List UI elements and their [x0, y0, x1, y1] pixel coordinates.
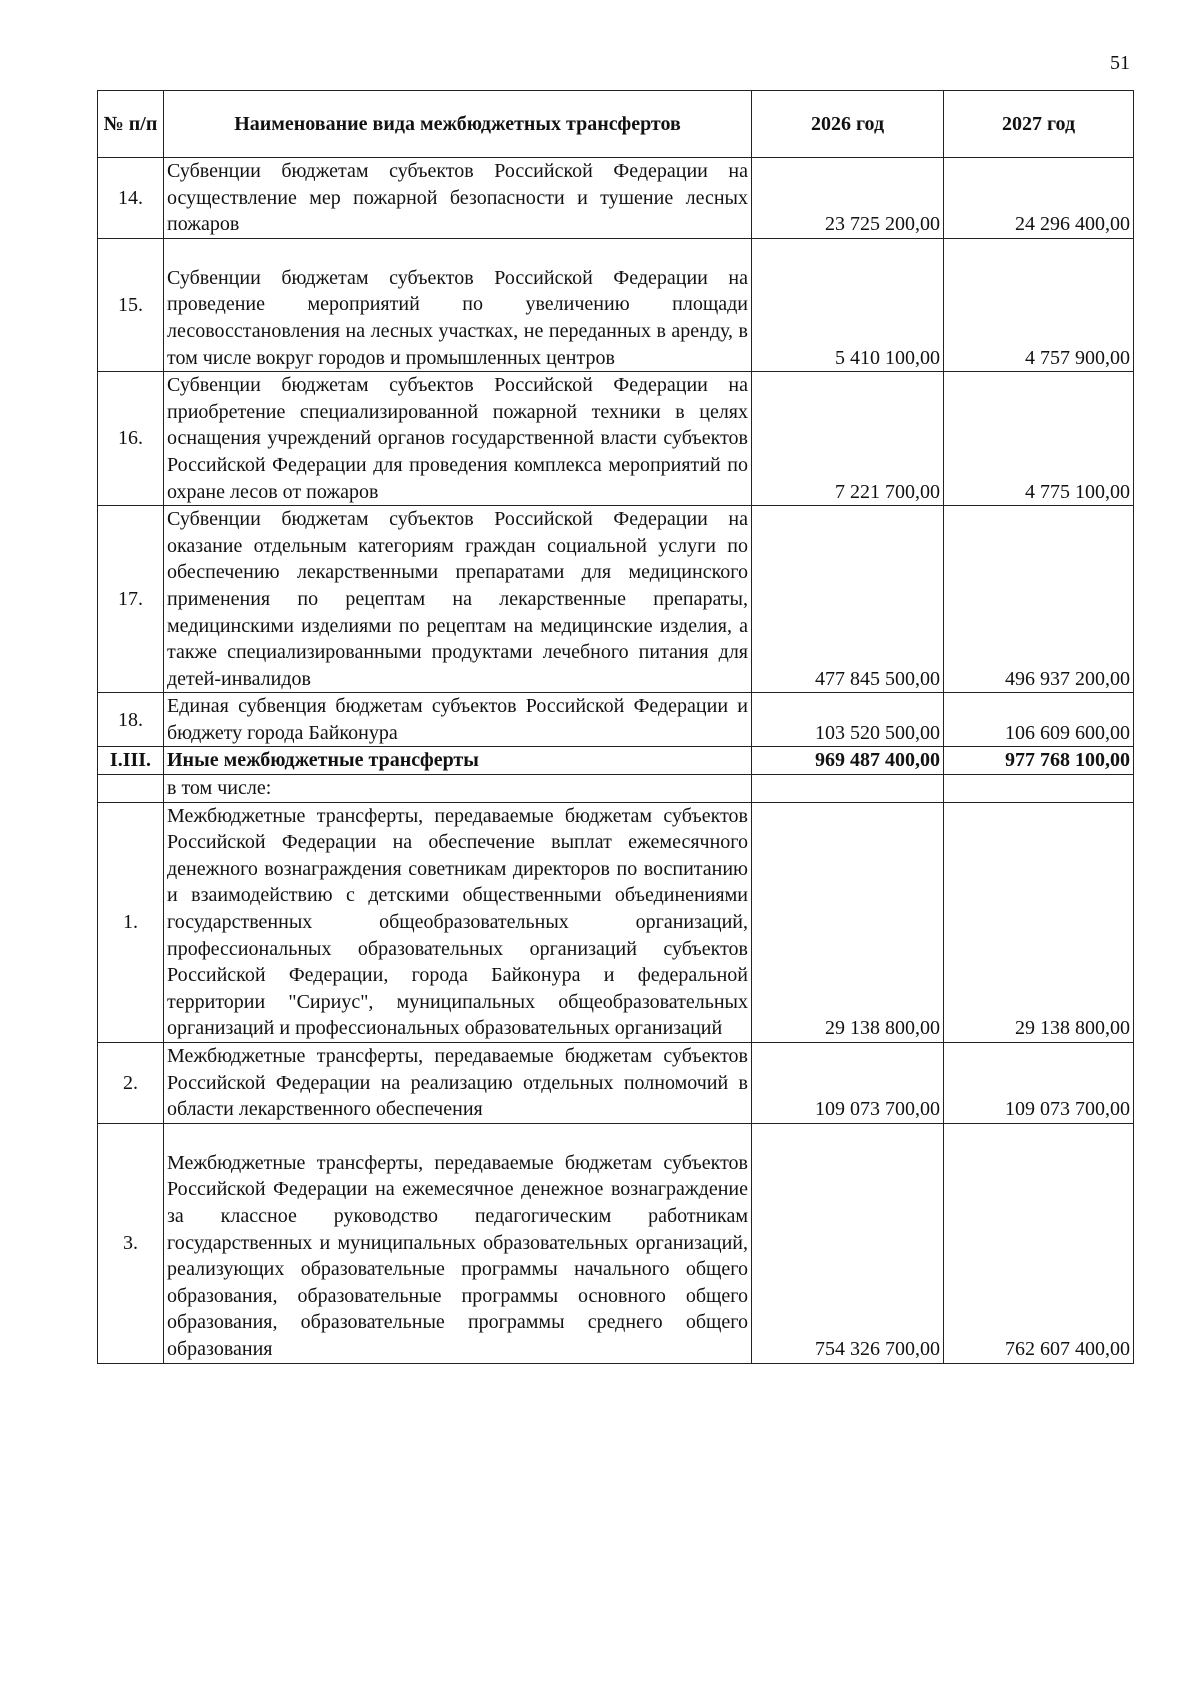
total-number: I.III. — [98, 747, 164, 775]
row-value-2026: 477 845 500,00 — [752, 506, 944, 693]
table-row — [98, 693, 1134, 747]
row-name: Межбюджетные трансферты, передаваемые бюджетам субъектов Российской Федерации на ежемесячное денежное вознаграждение за классное руководство педагогическим работникам государственных и муниципальных образовательных организаций, реализующих образовательные программы начального общего образования, образовательные программы основного общего образования, образовательные программы среднего общего образования — [164, 1123, 752, 1363]
row-value-2026: 109 073 700,00 — [752, 1043, 944, 1124]
total-name: Иные межбюджетные трансферты — [164, 747, 752, 775]
including-number-empty — [98, 775, 164, 803]
total-value-2026: 969 487 400,00 — [752, 747, 944, 775]
table-row — [98, 1043, 1134, 1124]
row-value-2027: 4 775 100,00 — [944, 372, 1134, 506]
row-name: Межбюджетные трансферты, передаваемые бюджетам субъектов Российской Федерации на обеспечение выплат ежемесячного денежного вознаграждения советникам директоров по воспитанию и взаимодействию с детскими общественными объединениями государственных общеобразовательных организаций, профессиональных образовательных организаций субъектов Российской Федерации, города Байконура и федеральной территории "Сириус", муниципальных общеобразовательных организаций и профессиональных образовательных организаций — [164, 802, 752, 1042]
row-name: Субвенции бюджетам субъектов Российской Федерации на оказание отдельным категориям граждан социальной услуги по обеспечению лекарственными препаратами для медицинского применения по рецептам на лекарственные препараты, медицинскими изделиями по рецептам на медицинские изделия, а также специализированными продуктами лечебного питания для детей-инвалидов — [164, 506, 752, 693]
row-value-2026: 5 410 100,00 — [752, 238, 944, 371]
transfers-table — [97, 90, 1134, 1364]
row-value-2027: 29 138 800,00 — [944, 802, 1134, 1042]
row-value-2027: 106 609 600,00 — [944, 693, 1134, 747]
row-name: Межбюджетные трансферты, передаваемые бюджетам субъектов Российской Федерации на реализацию отдельных полномочий в области лекарственного обеспечения — [164, 1043, 752, 1124]
including-row — [98, 775, 1134, 803]
row-value-2027: 4 757 900,00 — [944, 238, 1134, 371]
row-value-2026: 29 138 800,00 — [752, 802, 944, 1042]
row-number: 1. — [98, 802, 164, 1042]
row-name: Единая субвенция бюджетам субъектов Российской Федерации и бюджету города Байконура — [164, 693, 752, 747]
header-name: Наименование вида межбюджетных трансфертов — [164, 91, 752, 158]
table-row — [98, 506, 1134, 693]
row-value-2026: 7 221 700,00 — [752, 372, 944, 506]
row-value-2026: 754 326 700,00 — [752, 1123, 944, 1363]
table-header-row — [98, 91, 1134, 158]
table-row — [98, 158, 1134, 239]
row-value-2027: 109 073 700,00 — [944, 1043, 1134, 1124]
row-number: 16. — [98, 372, 164, 506]
table-row — [98, 802, 1134, 1042]
row-name: Субвенции бюджетам субъектов Российской Федерации на осуществление мер пожарной безопасности и тушение лесных пожаров — [164, 158, 752, 239]
row-number: 15. — [98, 238, 164, 371]
row-name: Субвенции бюджетам субъектов Российской Федерации на проведение мероприятий по увеличению площади лесовосстановления на лесных участках, не переданных в аренду, в том числе вокруг городов и промышленных центров — [164, 238, 752, 371]
total-value-2027: 977 768 100,00 — [944, 747, 1134, 775]
row-number: 17. — [98, 506, 164, 693]
row-value-2027: 24 296 400,00 — [944, 158, 1134, 239]
row-value-2027: 496 937 200,00 — [944, 506, 1134, 693]
row-value-2026: 23 725 200,00 — [752, 158, 944, 239]
header-2027: 2027 год — [944, 91, 1134, 158]
page-number: 51 — [1110, 52, 1130, 74]
total-row — [98, 747, 1134, 775]
header-num: № п/п — [98, 91, 164, 158]
row-value-2026: 103 520 500,00 — [752, 693, 944, 747]
row-name: Субвенции бюджетам субъектов Российской Федерации на приобретение специализированной пожарной техники в целях оснащения учреждений органов государственной власти субъектов Российской Федерации для проведения комплекса мероприятий по охране лесов от пожаров — [164, 372, 752, 506]
including-label: в том числе: — [164, 775, 752, 803]
including-value-2027-empty — [944, 775, 1134, 803]
row-value-2027: 762 607 400,00 — [944, 1123, 1134, 1363]
header-2026: 2026 год — [752, 91, 944, 158]
including-value-2026-empty — [752, 775, 944, 803]
row-number: 3. — [98, 1123, 164, 1363]
row-number: 2. — [98, 1043, 164, 1124]
row-number: 14. — [98, 158, 164, 239]
table-row — [98, 1123, 1134, 1363]
row-number: 18. — [98, 693, 164, 747]
table-row — [98, 372, 1134, 506]
table-row — [98, 238, 1134, 371]
